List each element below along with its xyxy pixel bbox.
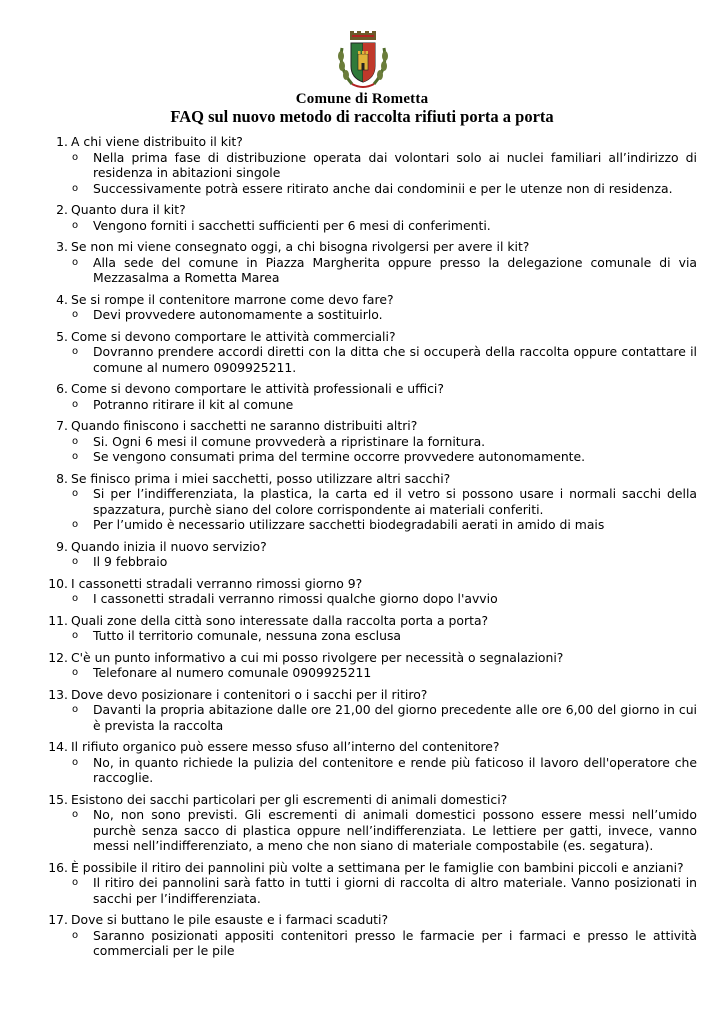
faq-answers [0, 397, 724, 413]
faq-number: 13. [48, 686, 68, 702]
faq-answer-text: Tutto il territorio comunale, nessuna zona esclusa [93, 628, 402, 643]
faq-item [0, 912, 724, 959]
faq-answer-text: Vengono forniti i sacchetti sufficienti per 6 mesi di conferimenti. [93, 217, 491, 233]
faq-answer-text: Nella prima fase di distribuzione operata dai volontari solo ai nuclei familiari all’indirizzo di residenza in abitazioni singole [93, 149, 697, 180]
faq-answer [0, 875, 724, 906]
faq-question [0, 134, 724, 150]
municipal-crest-icon [332, 30, 394, 92]
faq-answer-text: No, non sono previsti. Gli escrementi di animali domestici possono essere messi nell’umido purchè senza sacco di plastica oppure nell’indifferenziata. Le lettiere per gatti, invece, vanno messi nell’indifferenziato, a meno che non siano di materiale compostabile (es. segatura). [93, 807, 697, 853]
bullet-circle-icon: o [72, 877, 79, 888]
bullet-circle-icon: o [72, 704, 79, 715]
faq-question [0, 381, 724, 397]
faq-answers [0, 255, 724, 286]
bullet-circle-icon: o [72, 519, 79, 530]
faq-number: 9. [56, 538, 68, 554]
faq-question [0, 687, 724, 703]
faq-answer-text: Alla sede del comune in Piazza Margherita oppure presso la delegazione comunale di via Mezzasalma a Rometta Marea [93, 254, 697, 285]
faq-answer [0, 307, 724, 323]
faq-answers [0, 807, 724, 854]
faq-item [0, 134, 724, 196]
faq-answers [0, 702, 724, 733]
faq-answer-text: Si per l’indifferenziata, la plastica, la carta ed il vetro si possono usare i normali sacchi della spazzatura, purchè siano del colore corrispondente ai materiali conferiti. [93, 486, 697, 517]
faq-number: 10. [48, 575, 68, 591]
faq-answer [0, 554, 724, 570]
faq-question [0, 202, 724, 218]
faq-question-text: Come si devono comportare le attività professionali e uffici? [71, 381, 444, 396]
faq-answer [0, 434, 724, 450]
faq-answer [0, 928, 724, 959]
faq-answer [0, 486, 724, 517]
faq-answers [0, 150, 724, 197]
faq-answer-text: Il ritiro dei pannolini sarà fatto in tutti i giorni di raccolta di altro materiale. Vanno posizionati in sacchi per l’indifferenziata. [93, 875, 697, 906]
faq-answer [0, 181, 724, 197]
faq-answer-text: Potranno ritirare il kit al comune [93, 396, 294, 412]
faq-item [0, 539, 724, 570]
faq-answer-text: Il 9 febbraio [93, 554, 168, 569]
faq-answers [0, 344, 724, 375]
faq-answer [0, 665, 724, 681]
faq-question [0, 792, 724, 808]
bullet-circle-icon: o [72, 398, 79, 410]
faq-item [0, 576, 724, 607]
faq-number: 4. [56, 291, 68, 307]
bullet-circle-icon: o [72, 929, 79, 941]
faq-answers [0, 307, 724, 323]
bullet-circle-icon: o [72, 182, 79, 194]
faq-answer [0, 449, 724, 465]
faq-question [0, 239, 724, 255]
bullet-circle-icon: o [72, 451, 79, 462]
faq-answer [0, 517, 724, 533]
faq-answers [0, 486, 724, 533]
faq-answer [0, 702, 724, 733]
faq-question [0, 576, 724, 592]
faq-number: 6. [56, 381, 68, 396]
faq-answers [0, 755, 724, 786]
faq-answer [0, 255, 724, 286]
faq-number: 14. [48, 739, 68, 754]
faq-item [0, 292, 724, 323]
faq-number: 3. [56, 239, 68, 254]
faq-question [0, 418, 724, 434]
faq-question-text: Quali zone della città sono interessate dalla raccolta porta a porta? [71, 612, 489, 628]
municipality-name: Comune di Rometta [295, 91, 429, 107]
faq-item [0, 381, 724, 412]
faq-question-text: Quando inizia il nuovo servizio? [71, 538, 267, 554]
faq-answers [0, 875, 724, 906]
faq-item [0, 418, 724, 465]
faq-number: 16. [48, 859, 68, 875]
faq-number: 11. [48, 612, 68, 628]
faq-item [0, 687, 724, 734]
faq-answers [0, 628, 724, 644]
faq-answer [0, 397, 724, 413]
faq-question-text: Il rifiuto organico può essere messo sfuso all’interno del contenitore? [71, 739, 500, 754]
faq-question-text: Dove devo posizionare i contenitori o i sacchi per il ritiro? [71, 686, 428, 702]
faq-question-text: A chi viene distribuito il kit? [71, 134, 243, 149]
bullet-circle-icon: o [72, 667, 79, 678]
faq-item [0, 471, 724, 533]
faq-answer-text: Davanti la propria abitazione dalle ore 21,00 del giorno precedente alle ore 6,00 del giorno in cui è prevista la raccolta [93, 702, 697, 733]
bullet-circle-icon: o [72, 151, 79, 163]
faq-item [0, 239, 724, 286]
faq-answers [0, 554, 724, 570]
faq-answer [0, 591, 724, 607]
bullet-circle-icon: o [72, 346, 79, 357]
faq-number: 17. [48, 912, 68, 927]
faq-question-text: Se non mi viene consegnato oggi, a chi bisogna rivolgersi per avere il kit? [71, 239, 530, 254]
bullet-circle-icon: o [72, 435, 79, 447]
faq-answer [0, 218, 724, 234]
bullet-circle-icon: o [72, 256, 79, 268]
bullet-circle-icon: o [72, 809, 79, 820]
faq-item [0, 792, 724, 854]
faq-answers [0, 665, 724, 681]
faq-list [0, 134, 724, 965]
faq-answer [0, 755, 724, 786]
faq-answer-text: Successivamente potrà essere ritirato anche dai condominii e per le utenze non di residenza. [93, 180, 673, 196]
faq-question-text: È possibile il ritiro dei pannolini più volte a settimana per le famiglie con bambini piccoli e anziani? [71, 859, 684, 875]
faq-answer-text: Se vengono consumati prima del termine occorre provvedere autonomamente. [93, 449, 586, 464]
faq-question [0, 329, 724, 345]
bullet-circle-icon: o [72, 309, 79, 320]
faq-number: 1. [56, 134, 68, 149]
faq-question [0, 912, 724, 928]
faq-answer-text: I cassonetti stradali verranno rimossi qualche giorno dopo l'avvio [93, 591, 498, 606]
faq-item [0, 329, 724, 376]
faq-item [0, 860, 724, 907]
bullet-circle-icon: o [72, 556, 79, 567]
faq-number: 5. [56, 328, 68, 344]
faq-question-text: Come si devono comportare le attività commerciali? [71, 328, 396, 344]
faq-number: 12. [48, 649, 68, 665]
faq-question-text: Quanto dura il kit? [71, 202, 186, 217]
faq-question [0, 650, 724, 666]
faq-question-text: Dove si buttano le pile esauste e i farmaci scaduti? [71, 912, 389, 927]
faq-question [0, 739, 724, 755]
faq-answer-text: Devi provvedere autonomamente a sostituirlo. [93, 307, 383, 322]
faq-answer-text: Dovranno prendere accordi diretti con la ditta che si occuperà della raccolta oppure contattare il comune al numero 0909925211. [93, 344, 697, 375]
faq-answers [0, 218, 724, 234]
faq-item [0, 739, 724, 786]
faq-answer [0, 628, 724, 644]
faq-answer-text: No, in quanto richiede la pulizia del contenitore e rende più faticoso il lavoro dell'operatore che raccoglie. [93, 754, 697, 785]
faq-answer-text: Saranno posizionati appositi contenitori presso le farmacie per i farmaci e presso le attività commerciali per le pile [93, 927, 697, 958]
faq-number: 15. [48, 791, 68, 807]
faq-item [0, 613, 724, 644]
bullet-circle-icon: o [72, 756, 79, 768]
bullet-circle-icon: o [72, 593, 79, 604]
faq-answer [0, 807, 724, 854]
faq-question [0, 292, 724, 308]
faq-number: 8. [56, 470, 68, 486]
faq-item [0, 650, 724, 681]
faq-question [0, 471, 724, 487]
faq-question-text: Quando finiscono i sacchetti ne saranno distribuiti altri? [71, 418, 418, 433]
faq-answer [0, 344, 724, 375]
document-title: FAQ sul nuovo metodo di raccolta rifiuti porta a porta [170, 107, 554, 126]
faq-answer [0, 150, 724, 181]
faq-question [0, 539, 724, 555]
bullet-circle-icon: o [72, 488, 79, 499]
faq-answers [0, 434, 724, 465]
faq-answer-text: Si. Ogni 6 mesi il comune provvederà a ripristinare la fornitura. [93, 433, 486, 449]
faq-answers [0, 928, 724, 959]
faq-item [0, 202, 724, 233]
bullet-circle-icon: o [72, 630, 79, 641]
faq-question-text: Esistono dei sacchi particolari per gli escrementi di animali domestici? [71, 791, 508, 807]
faq-answer-text: Per l’umido è necessario utilizzare sacchetti biodegradabili aerati in amido di mais [93, 517, 605, 532]
faq-number: 2. [56, 202, 68, 217]
bullet-circle-icon: o [72, 219, 79, 231]
faq-question [0, 613, 724, 629]
faq-question-text: Se finisco prima i miei sacchetti, posso utilizzare altri sacchi? [71, 470, 451, 486]
faq-question [0, 860, 724, 876]
faq-number: 7. [56, 418, 68, 433]
faq-question-text: Se si rompe il contenitore marrone come devo fare? [71, 291, 394, 307]
faq-question-text: C'è un punto informativo a cui mi posso rivolgere per necessità o segnalazioni? [71, 649, 564, 665]
faq-answers [0, 591, 724, 607]
faq-question-text: I cassonetti stradali verranno rimossi giorno 9? [71, 575, 363, 591]
faq-answer-text: Telefonare al numero comunale 0909925211 [93, 665, 372, 680]
